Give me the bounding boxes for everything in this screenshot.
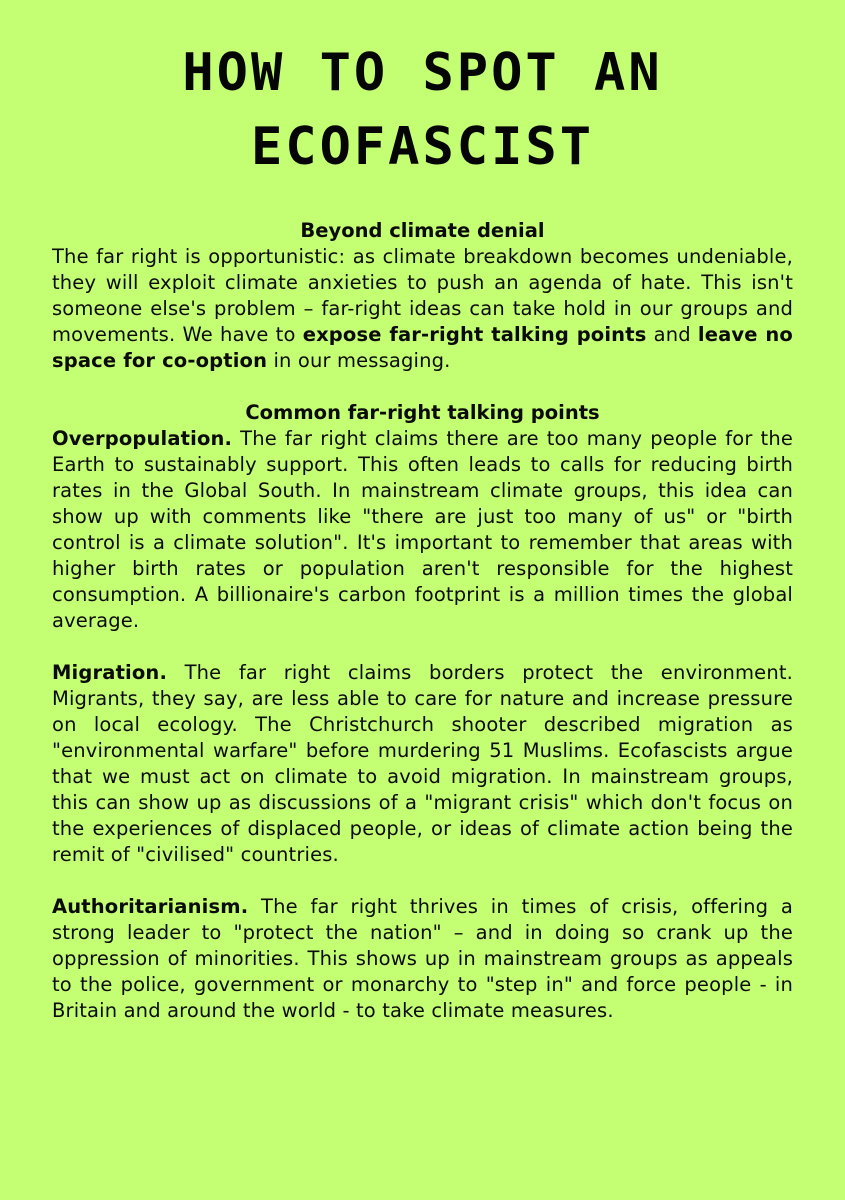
talking-point-term: Authoritarianism.: [52, 895, 249, 918]
page-title: [52, 0, 793, 184]
talking-point-overpopulation: [52, 426, 793, 634]
title-line-2: ECOFASCIST: [250, 117, 595, 177]
intro-text-c: in our messaging.: [267, 349, 451, 372]
talking-point-migration: [52, 660, 793, 868]
intro-paragraph: [52, 244, 793, 374]
talking-point-term: Migration.: [52, 661, 168, 684]
intro-text-a: The far right is opportunistic: as climate breakdown becomes undeniable, they will exploit climate anxieties to push an agenda of hate. This isn't someone else's problem – far-right ideas can take hold in our groups and movements. We have to: [52, 245, 793, 346]
intro-bold-a: expose far-right talking points: [302, 323, 647, 346]
talking-point-authoritarianism: [52, 894, 793, 1024]
title-line-1: HOW TO SPOT AN: [182, 43, 663, 103]
section-heading-climate-denial: Beyond climate denial: [300, 219, 545, 242]
talking-point-text: The far right claims borders protect the environment. Migrants, they say, are less able to care for nature and increase pressure on local ecology. The Christchurch shooter described migration as "environmental warfare" before murdering 51 Muslims. Ecofascists argue that we must act on climate to avoid migration. In mainstream groups, this can show up as discussions of a "migrant crisis" which don't focus on the experiences of displaced people, or ideas of climate action being the remit of "civilised" countries.: [52, 661, 793, 866]
talking-point-text: The far right claims there are too many people for the Earth to sustainably support. This often leads to calls for reducing birth rates in the Global South. In mainstream climate groups, this idea can show up with comments like "there are just too many of us" or "birth control is a climate solution". It's important to remember that areas with higher birth rates or population aren't responsible for the highest consumption. A billionaire's carbon footprint is a million times the global average.: [52, 427, 793, 632]
section-heading-talking-points: Common far-right talking points: [245, 401, 600, 424]
talking-point-text: The far right thrives in times of crisis, offering a strong leader to "protect the nation" – and in doing so crank up the oppression of minorities. This shows up in mainstream groups as appeals to the police, government or monarchy to "step in" and force people - in Britain and around the world - to take climate measures.: [52, 895, 793, 1022]
intro-text-b: and: [646, 323, 698, 346]
intro-bold-b: leave no space for co-option: [52, 323, 793, 372]
talking-point-term: Overpopulation.: [52, 427, 233, 450]
